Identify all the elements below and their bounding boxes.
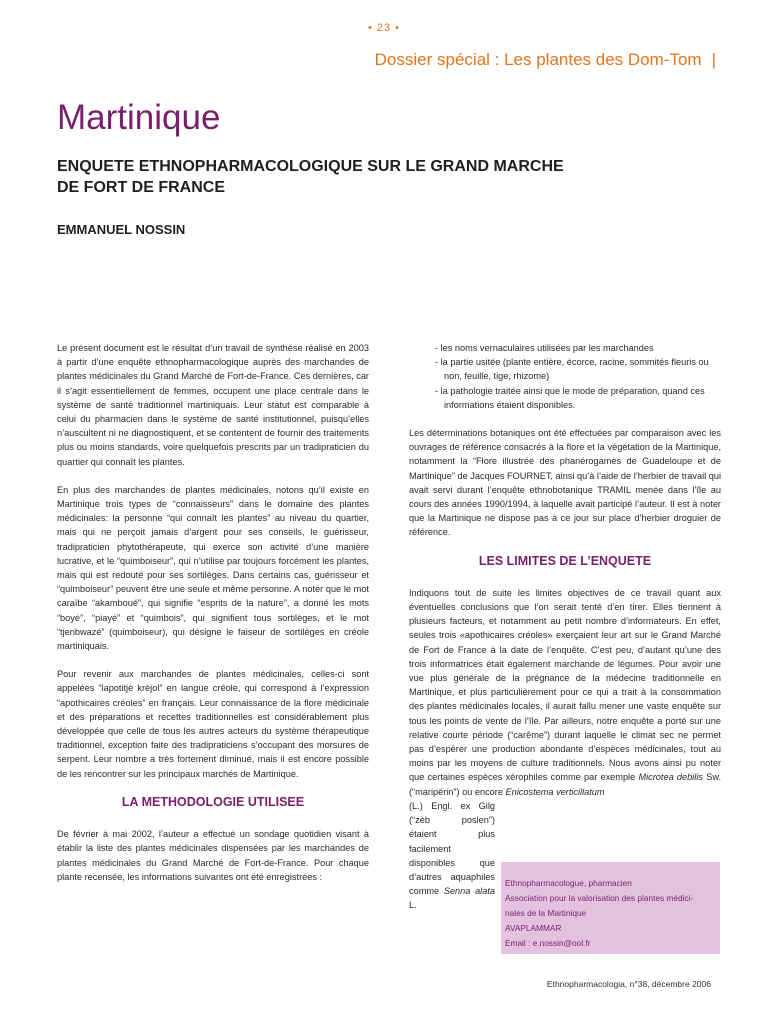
species-name: Microtea debilis (638, 772, 703, 783)
paragraph-text: L. (409, 900, 417, 911)
author-name: EMMANUEL NOSSIN (57, 222, 186, 237)
paragraph-text: Sw. (“maripérin”) ou encore (409, 772, 722, 797)
footer-journal: Ethnopharmacologia, n°38, décembre 2006 (546, 979, 711, 989)
paragraph: Les déterminations botaniques ont été effectuées par comparaison avec les ouvrages de référence consacrés à la flore et la végétation de la Martinique, notamment la “Flore illustrée des phanérogames de Guadeloupe et de Martinique” de Jacques FOURNET, ainsi qu’à l’aide de l’herbier de travail qui avait servi durant l’enquête ethnobotanique TRAMIL menée dans l’île au cours des années 1990/1994, à laquelle avait participé l’auteur. Il est à noter que la Martinique ne dispose pas à ce jour sur place d’herbier droguier de référence. (409, 428, 722, 538)
list-item: - la partie usitée (plante entière, écorce, racine, sommités fleuris ou non, feuille, tige, rhizome) (435, 357, 709, 382)
author-association-cont: nales de la Martinique (505, 908, 587, 918)
article-title-line2: DE FORT DE FRANCE (57, 179, 225, 196)
species-name: Enicostema verticillatum (505, 786, 605, 797)
author-role: Ethnopharmacologue, pharmacien (505, 878, 632, 888)
dossier-title: Dossier spécial : Les plantes des Dom-Tom (374, 50, 702, 69)
list-item: - la pathologie traitée ainsi que le mode de préparation, quand ces informations étaient disponibles. (435, 385, 705, 410)
page-number: • 23 • (367, 22, 401, 34)
narrow-text (409, 799, 495, 913)
author-email: Email : e.nossin@ool.fr (505, 938, 591, 948)
association-acronym: AVAPLAMMAR (505, 923, 562, 933)
species-name: Senna alata (443, 886, 495, 897)
paragraph: De février à mai 2002, l’auteur a effectué un sondage quotidien visant à établir la liste des plantes médicinales dispensées par les marchandes de plantes médicinales du Grand Marché de Fort-de-France. Pour chaque plante recensée, les informations suivantes ont été enregistrées : (57, 829, 369, 882)
section-heading-limits: LES LIMITES DE L’ENQUETE (478, 553, 652, 568)
author-info-box (501, 862, 720, 954)
paragraph-text: (L.) Engl. ex Gilg (“zèb poslen”) étaient plus facilement disponibles que d’autres aquaphiles comme (409, 800, 495, 897)
right-column (409, 341, 721, 927)
article-title (57, 156, 677, 198)
author-association: Association pour la valorisation des plantes médici- (505, 893, 694, 903)
info-list (435, 341, 721, 412)
paragraph: En plus des marchandes de plantes médicinales, notons qu’il existe en Martinique trois types de “connaisseurs” dans le domaine des plantes médicinales: la personne “qui connaît les plantes” au niveau du quartier, mais qui ne perçoit jamais d’argent pour ses conseils, le guérisseur, tradipraticien phytothérapeute, qui exerce son activité d’une manière lucrative, et le “quimboiseur”, qui n’utilise par toujours forcément les plantes, mais qui est redouté pour ses sortilèges. Dans certains cas, guérisseur et “quimboiseur” peuvent être une seule et même personne. A noter que le mot caraïbe “akamboué”, qui signifie “esprits de la nature”, a donné les mots “boyé”, “piayé” et “quimbois”, qui signifient tous sortilèges, et le mot “tjenbwazé” (quimboiseur), qui désigne le faiseur de sortilèges en créole martiniquais. (57, 484, 369, 652)
section-heading-methodology: LA METHODOLOGIE UTILISEE (121, 794, 305, 809)
list-item: - les noms vernaculaires utilisées par les marchandes (435, 343, 654, 353)
left-column (57, 341, 369, 898)
header-divider: | (711, 50, 716, 69)
dossier-header (375, 50, 716, 70)
paragraph: Le présent document est le résultat d’un travail de synthèse réalisé en 2003 à partir d’une enquête ethnopharmacologique auprès des marchandes de plantes médicinales du Grand Marché de Fort-de-France. Ces dernières, car il s’agit essentiellement de femmes, occupent une place centrale dans le système de santé traditionnel martiniquais. Leur statut est comparable à celui du pharmacien dans le système de santé institutionnel, puisqu’elles n’auscultent ni ne diagnostiquent, et se contentent de fournir des traitements plus ou moins standards, voire quelquefois prescrits par un tradipraticien du quartier qui connaît les plantes. (57, 343, 369, 467)
paragraph: Pour revenir aux marchandes de plantes médicinales, celles-ci sont appelées “lapotitjè krèjol” en langue créole, qui correspond à l’expression “apothicaires créoles” en français. Leur connaissance de la flore médicinale et des préparations et recettes traditionnelles est considérablement plus développée que celle de tous les autres acteurs du système thérapeutique traditionnel, exception faite des tradipraticiens s’occupant des morsures de serpent. Leur nombre a très fortement diminué, mais il est encore possible de les rencontrer sur les principaux marchés de Martinique. (57, 669, 369, 779)
region-title: Martinique (57, 98, 221, 137)
paragraph-text: Indiquons tout de suite les limites objectives de ce travail quant aux éventuelles conclusions que l’on serait tenté d’en tirer. Elles tiennent à plusieurs facteurs, et notamment au petit nombre d’informateurs. En effet, seules trois «apothicaires créoles» exerçaient leur art sur le Grand Marché de Fort de France à la date de l’enquête. C’est peu, d’autant qu’une des trois informatrices était également marchande de légumes. Pour avoir une vue plus générale de la prégnance de la médecine traditionnelle en Martinique, et plus particulièrement pour ce qui a trait à la consommation des plantes médicinales locales, il aurait fallu mener une vaste enquête sur tous les points de vente de l’île. Par ailleurs, notre enquête a porté sur une relative courte période (“carême”) durant laquelle le climat sec ne permet pas d’espérer une production abondante d’espèces médicinales, tout au moins par les moyens de culture traditionnels. Nous avons ainsi pu noter que certaines espèces xérophiles comme par exemple (409, 587, 721, 783)
article-title-line1: ENQUETE ETHNOPHARMACOLOGIQUE SUR LE GRAND MARCHE (57, 158, 564, 175)
